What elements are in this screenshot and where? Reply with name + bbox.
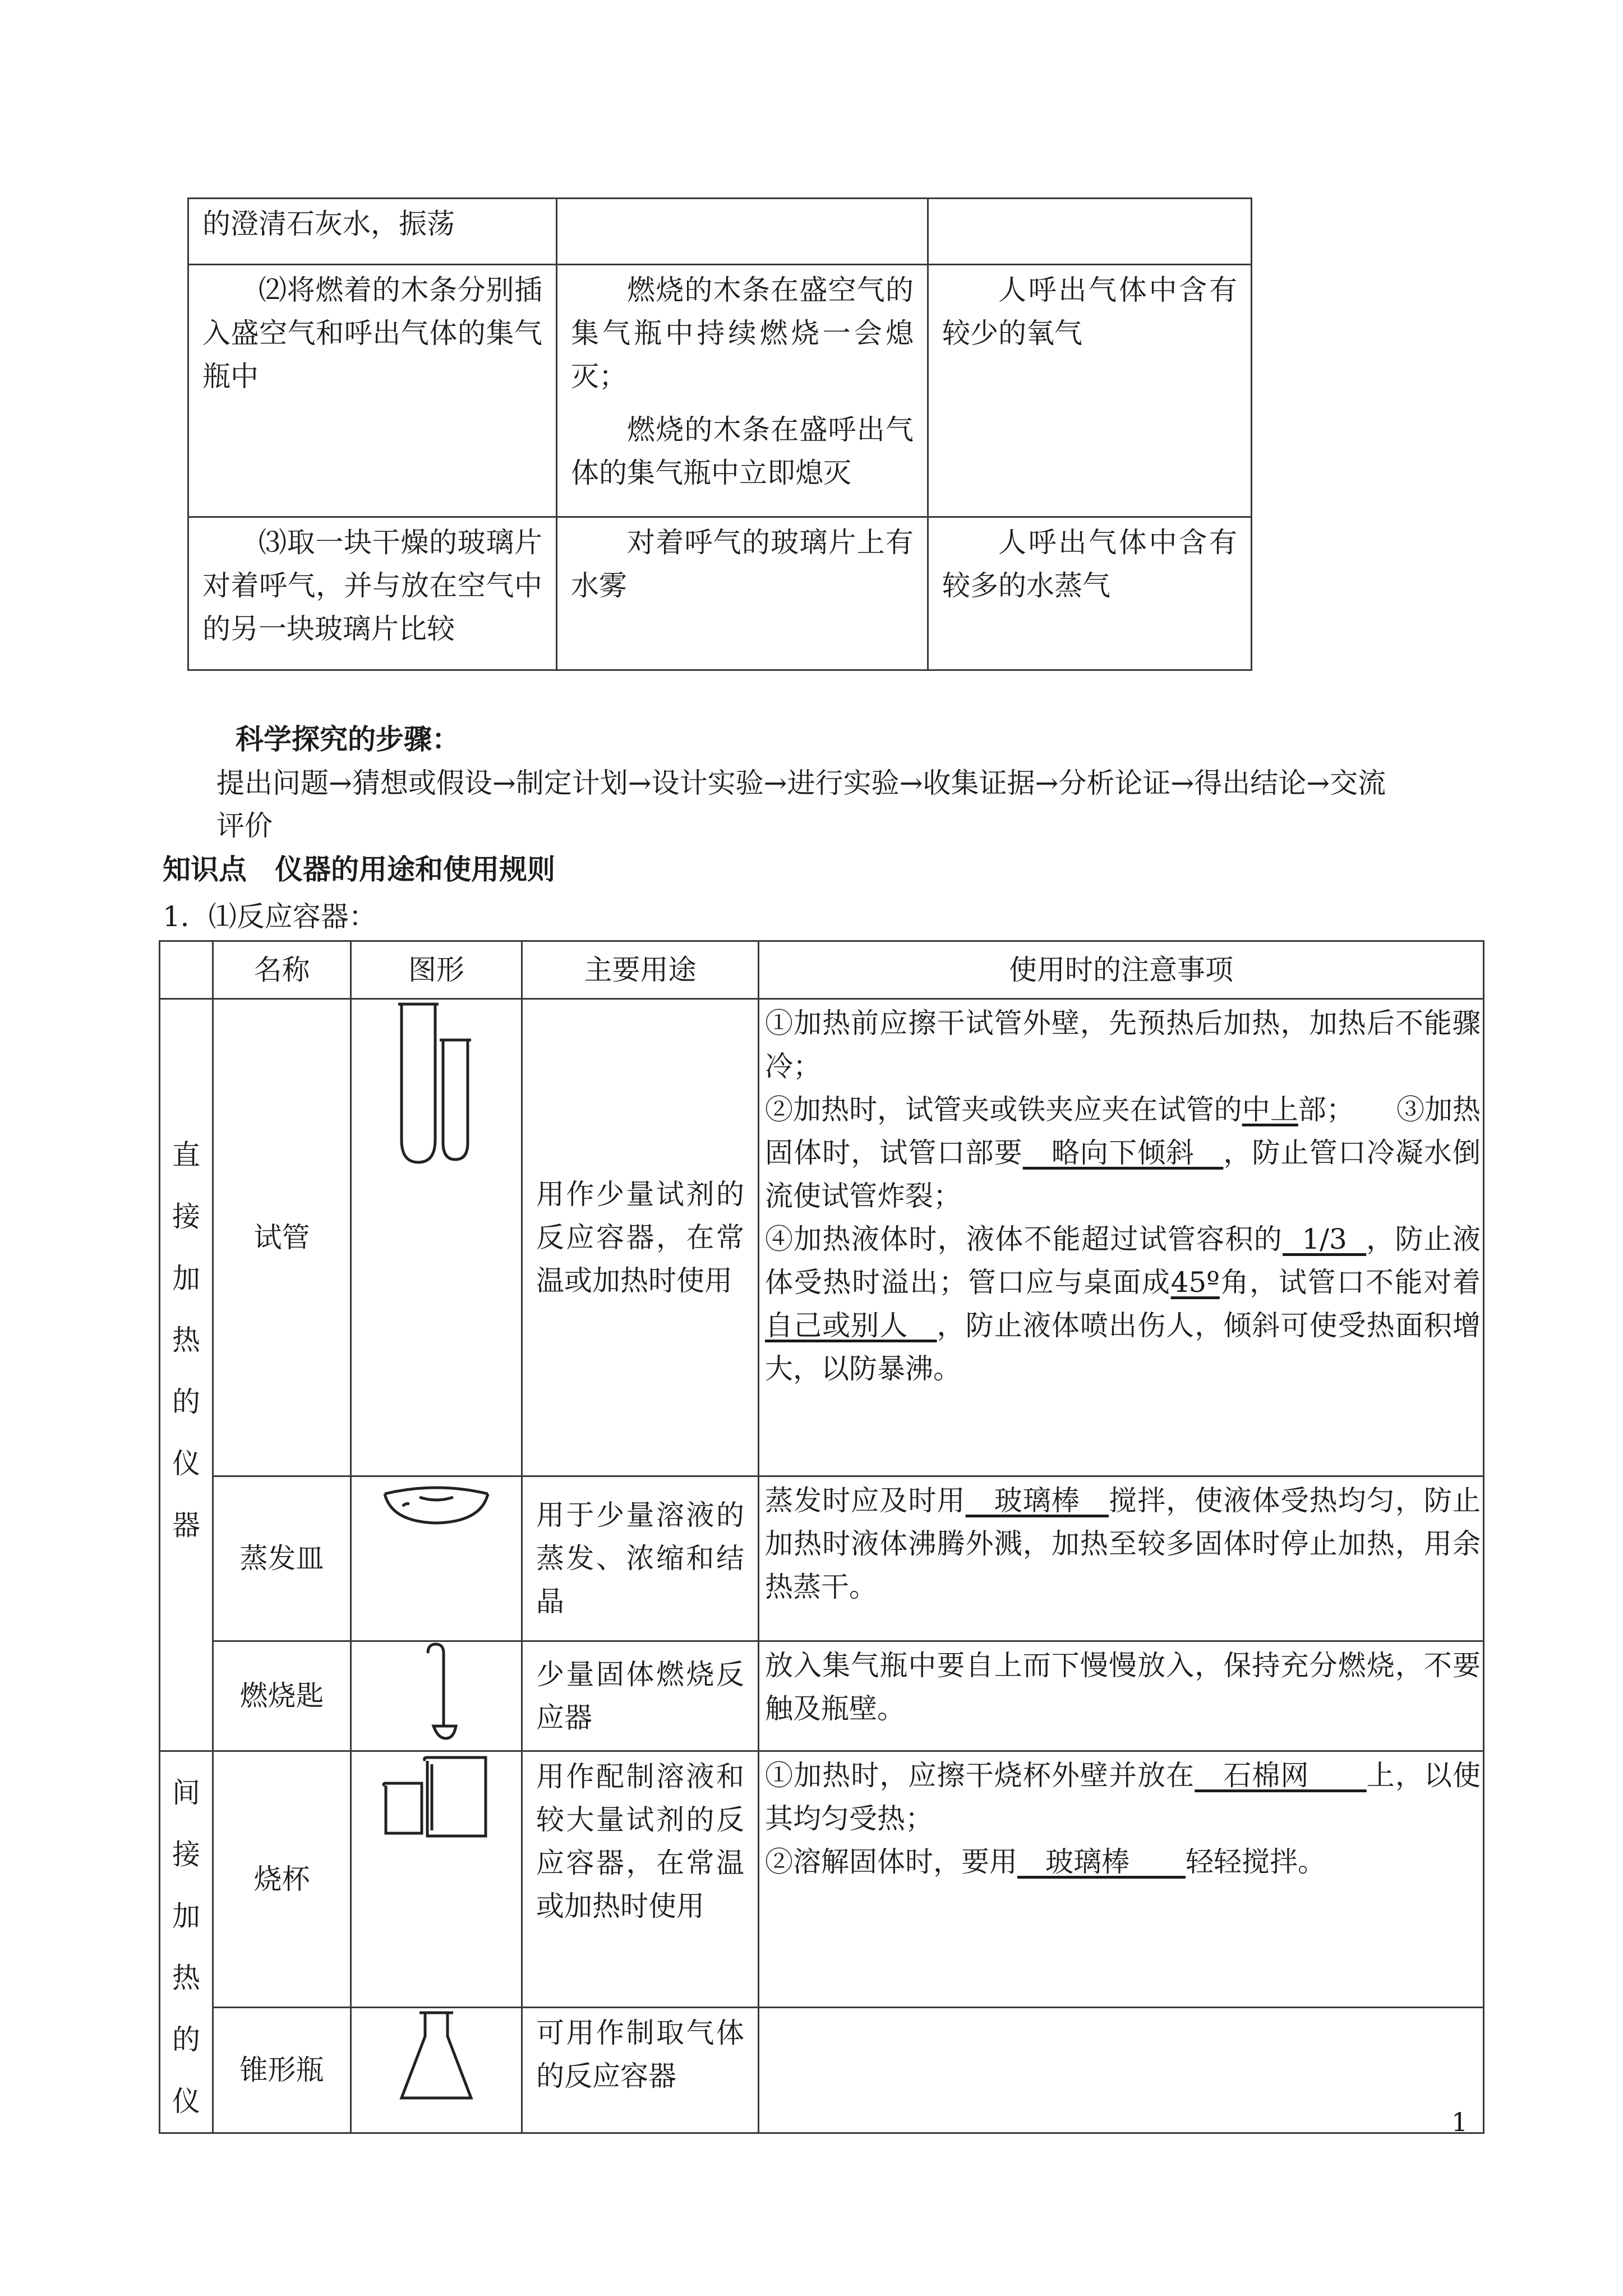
group-label-text: 间接加热的仪 <box>172 1777 200 2118</box>
instrument-name: 烧杯 <box>213 1751 351 2008</box>
header-notes: 使用时的注意事项 <box>759 941 1484 999</box>
phenomenon-cell: 对着呼气的玻璃片上有水雾 <box>571 526 914 602</box>
inquiry-steps: 提出问题→猜想或假设→制定计划→设计实验→进行实验→收集证据→分析论证→得出结论→交流 <box>216 767 1386 799</box>
table-row <box>160 1641 1484 1751</box>
instrument-use: 用于少量溶液的蒸发、浓缩和结晶 <box>536 1499 744 1618</box>
phenomenon-cell <box>557 199 927 203</box>
instrument-use: 可用作制取气体的反应容器 <box>536 2017 744 2093</box>
phenomenon-text: 燃烧的木条在盛呼出气体的集气瓶中立即熄灭 <box>571 413 914 489</box>
inquiry-steps-cont: 评价 <box>216 809 273 842</box>
header-use: 主要用途 <box>522 941 759 999</box>
header-figure: 图形 <box>351 941 522 999</box>
page-number: 1 <box>1451 2107 1468 2137</box>
conclusion-cell: 人呼出气体中含有较少的氧气 <box>942 274 1237 349</box>
experiment-table <box>187 197 1252 671</box>
note-1: ①加热前应擦干试管外壁，先预热后加热，加热后不能骤冷； <box>765 1007 1481 1083</box>
evaporating-dish-icon <box>352 1477 521 1527</box>
blank-answer: 1/3 <box>1283 1223 1367 1255</box>
operation-cell: ⑵将燃着的木条分别插入盛空气和呼出气体的集气瓶中 <box>202 274 542 393</box>
instrument-notes: 蒸发时应及时用 玻璃棒 搅拌，使液体受热均匀，防止加热时液体沸腾外溅，加热至较多固体时停止加热，用余热蒸干。 <box>765 1484 1481 1603</box>
beaker-icon <box>352 1752 521 1842</box>
conclusion-cell: 人呼出气体中含有较多的水蒸气 <box>942 526 1237 602</box>
note-2: ②加热时，试管夹或铁夹应夹在试管的中上部； ③加热固体时，试管口部要 略向下倾斜 ，防止管口冷凝水倒流使试管炸裂； <box>765 1093 1481 1212</box>
test-tube-icon <box>352 1000 521 1168</box>
instrument-notes <box>759 2008 1483 2012</box>
item-label: 1．⑴反应容器： <box>163 900 377 933</box>
phenomenon-text: 燃烧的木条在盛空气的集气瓶中持续燃烧一会熄灭； <box>571 274 914 393</box>
instrument-use: 少量固体燃烧反应器 <box>536 1658 744 1734</box>
instrument-name: 蒸发皿 <box>213 1476 351 1641</box>
table-row <box>160 999 1484 1476</box>
section-heading: 知识点 仪器的用途和使用规则 <box>163 853 555 886</box>
instrument-name: 试管 <box>213 999 351 1476</box>
table-row <box>188 517 1252 670</box>
erlenmeyer-flask-icon <box>352 2008 521 2104</box>
header-name: 名称 <box>213 941 351 999</box>
group-label-indirect <box>160 1751 213 2133</box>
table-row <box>160 1476 1484 1641</box>
blank-answer: 中上 <box>1242 1093 1298 1126</box>
instrument-notes: 放入集气瓶中要自上而下慢慢放入，保持充分燃烧，不要触及瓶壁。 <box>765 1649 1481 1725</box>
table-row <box>188 199 1252 265</box>
blank-answer: 玻璃棒 <box>1017 1846 1186 1878</box>
blank-answer: 45º <box>1170 1266 1220 1299</box>
table-header-row <box>160 941 1484 999</box>
blank-answer: 玻璃棒 <box>965 1484 1109 1517</box>
operation-cell: ⑶取一块干燥的玻璃片对着呼气，并与放在空气中的另一块玻璃片比较 <box>202 526 542 645</box>
table-row <box>160 1751 1484 2008</box>
instrument-notes <box>759 1752 1483 1884</box>
blank-answer: 略向下倾斜 <box>1022 1137 1224 1169</box>
note-2: ②溶解固体时，要用 玻璃棒 轻轻搅拌。 <box>765 1846 1326 1878</box>
instrument-notes <box>759 1000 1483 1391</box>
instrument-use: 用作配制溶液和较大量试剂的反应容器，在常温或加热时使用 <box>536 1760 744 1922</box>
conclusion-cell <box>929 199 1251 203</box>
note-4: ④加热液体时，液体不能超过试管容积的 1/3 ，防止液体受热时溢出；管口应与桌面成45º角，试管口不能对着自己或别人 ，防止液体喷出伤人，倾斜可使受热面积增大，以防暴沸。 <box>765 1223 1481 1385</box>
instrument-name: 锥形瓶 <box>213 2008 351 2133</box>
blank-answer: 石棉网 <box>1195 1759 1367 1792</box>
combustion-spoon-icon <box>352 1642 521 1743</box>
group-label-text: 直接加热的仪器 <box>172 1139 200 1542</box>
table-row <box>188 265 1252 517</box>
instrument-name: 燃烧匙 <box>213 1641 351 1751</box>
instrument-table <box>159 940 1484 2134</box>
blank-answer: 自己或别人 <box>765 1309 937 1342</box>
instrument-use: 用作少量试剂的反应容器，在常温或加热时使用 <box>536 1177 744 1297</box>
group-label-direct <box>160 999 213 1751</box>
operation-cell: 的澄清石灰水，振荡 <box>202 208 455 240</box>
inquiry-heading: 科学探究的步骤： <box>236 723 460 756</box>
note-1: ①加热时，应擦干烧杯外壁并放在 石棉网 上，以使其均匀受热； <box>765 1759 1481 1835</box>
table-row <box>160 2008 1484 2133</box>
